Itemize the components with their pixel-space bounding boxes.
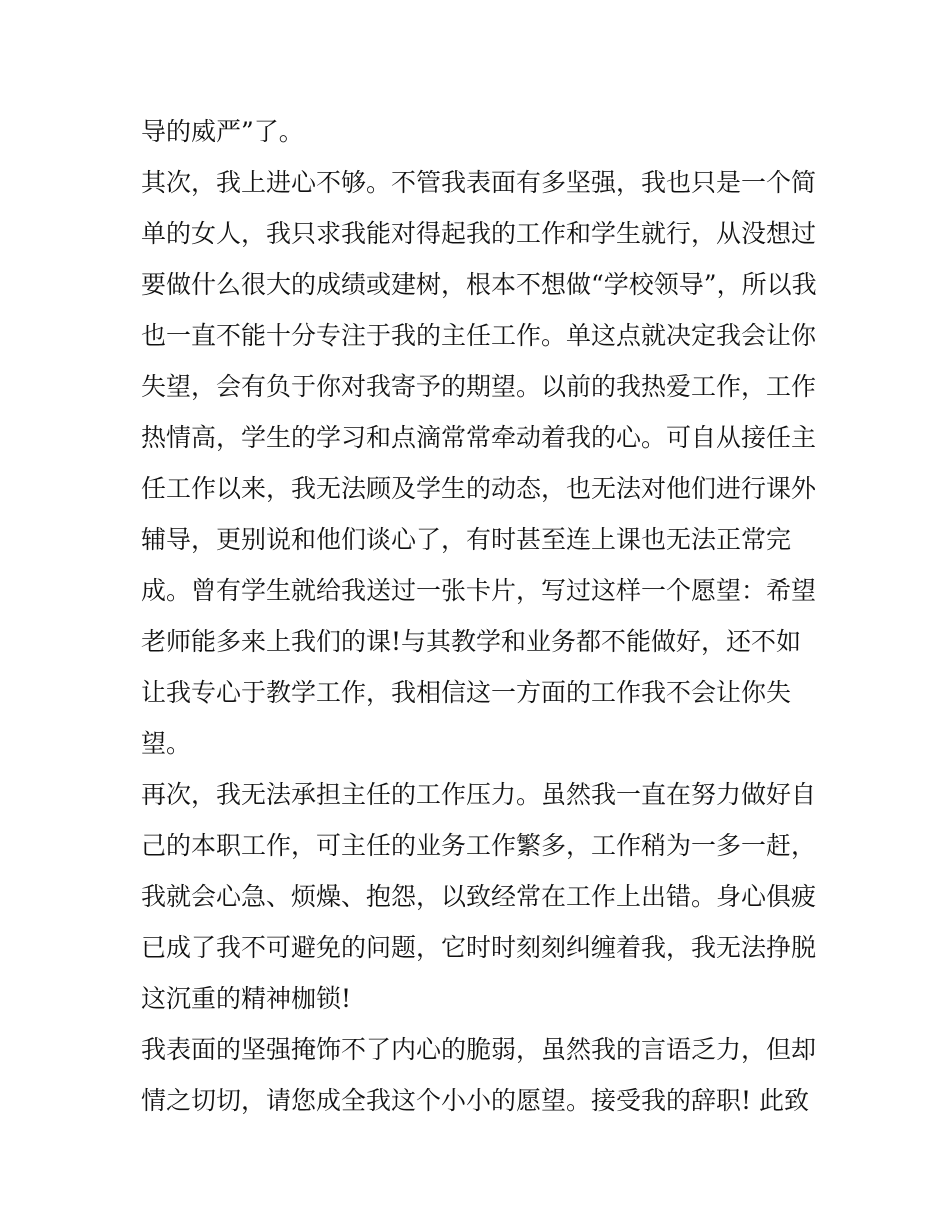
text-line: 热情高，学生的学习和点滴常常牵动着我的心。可自从接任主 — [141, 423, 817, 452]
text-line: 让我专心于教学工作，我相信这一方面的工作我不会让你失 — [141, 678, 792, 707]
text-line: 再次，我无法承担主任的工作压力。虽然我一直在努力做好自 — [141, 780, 817, 809]
text-line: 失望，会有负于你对我寄予的期望。以前的我热爱工作，工作 — [141, 372, 817, 401]
text-line: 这沉重的精神枷锁! — [141, 984, 352, 1013]
text-line: 己的本职工作，可主任的业务工作繁多，工作稍为一多一赶， — [141, 831, 817, 860]
text-line: 我就会心急、烦燥、抱怨，以致经常在工作上出错。身心俱疲 — [141, 882, 817, 911]
document-body — [141, 106, 821, 1126]
text-line: 我表面的坚强掩饰不了内心的脆弱，虽然我的言语乏力，但却 — [141, 1035, 817, 1064]
text-line: 成。曾有学生就给我送过一张卡片，写过这样一个愿望：希望 — [141, 576, 817, 605]
text-line: 辅导，更别说和他们谈心了，有时甚至连上课也无法正常完 — [141, 525, 792, 554]
text-line: 已成了我不可避免的问题，它时时刻刻纠缠着我，我无法挣脱 — [141, 933, 817, 962]
text-line: 也一直不能十分专注于我的主任工作。单这点就决定我会让你 — [141, 321, 817, 350]
text-line: 望。 — [141, 729, 192, 758]
text-line: 老师能多来上我们的课!与其教学和业务都不能做好，还不如 — [141, 627, 802, 656]
text-line: 其次，我上进心不够。不管我表面有多坚强，我也只是一个简 — [141, 168, 817, 197]
text-line: 单的女人，我只求我能对得起我的工作和学生就行，从没想过 — [141, 219, 817, 248]
text-line: 情之切切，请您成全我这个小小的愿望。接受我的辞职! 此致 — [141, 1086, 809, 1115]
text-line: 导的威严”了。 — [141, 117, 304, 146]
text-line: 要做什么很大的成绩或建树，根本不想做“学校领导”，所以我 — [141, 270, 817, 299]
text-line: 任工作以来，我无法顾及学生的动态，也无法对他们进行课外 — [141, 474, 817, 503]
